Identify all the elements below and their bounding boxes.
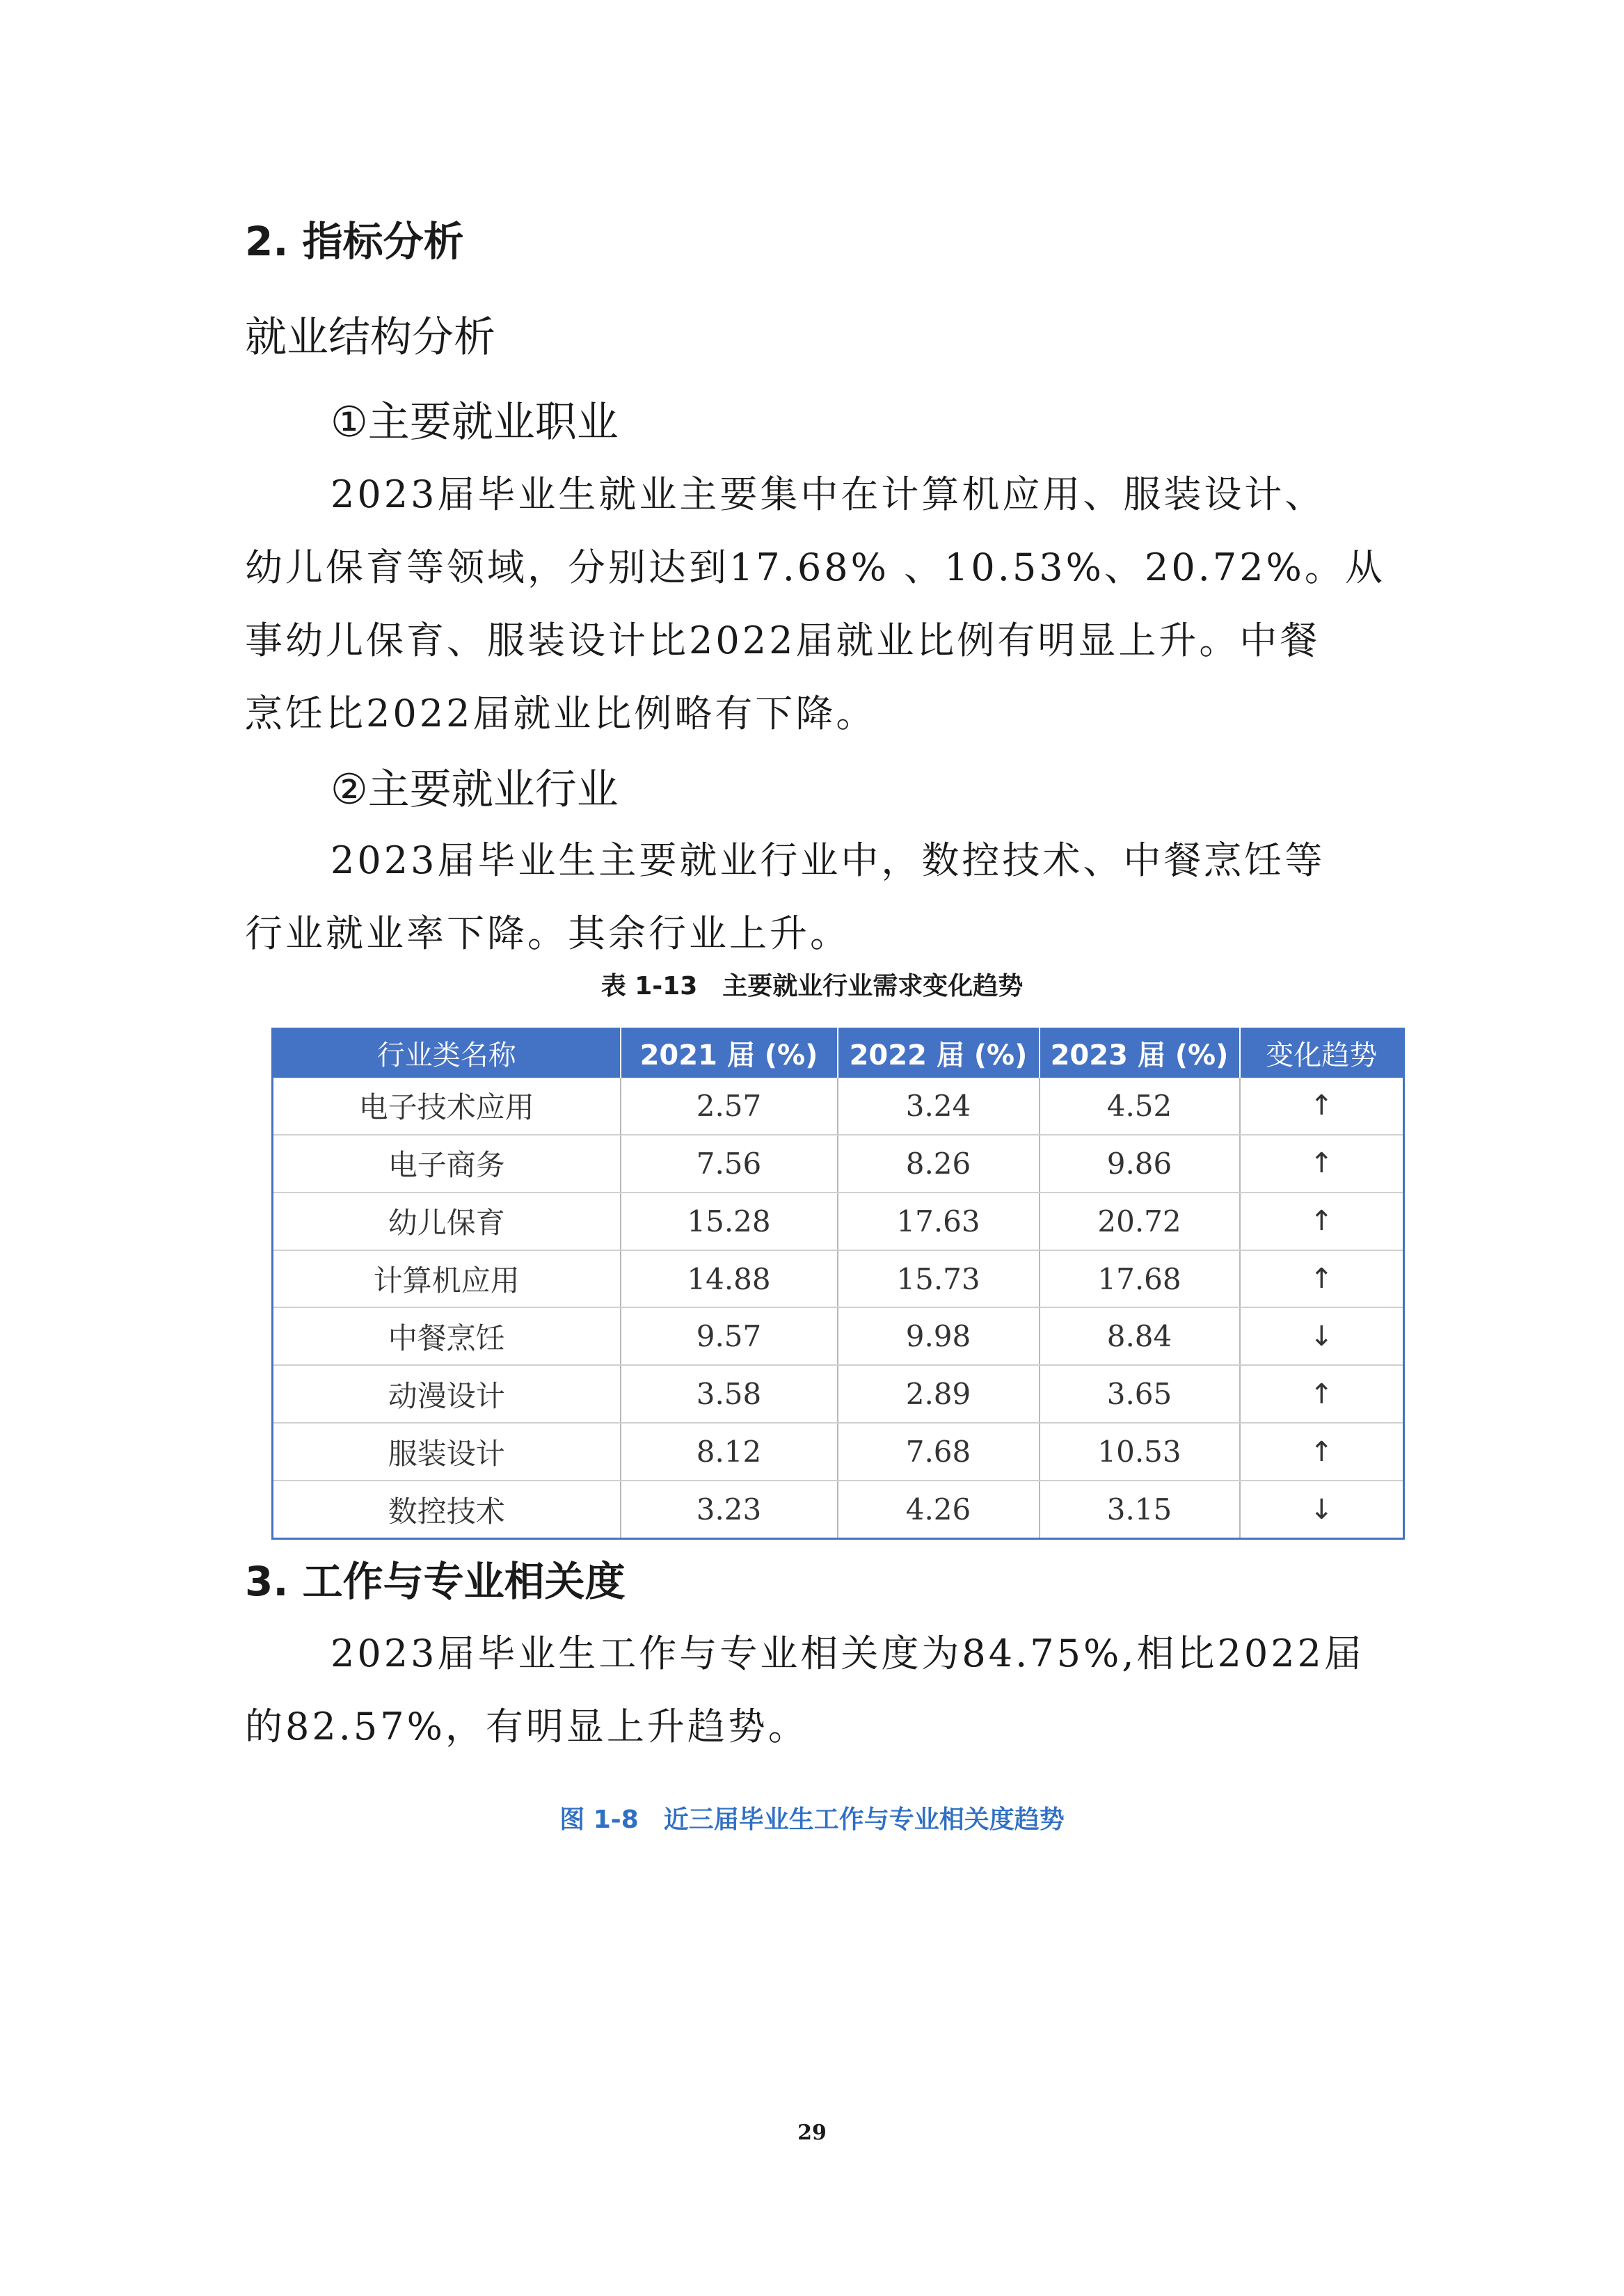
cell-2023: 3.15 xyxy=(1040,1481,1240,1538)
cell-2021: 2.57 xyxy=(621,1078,838,1135)
trend-up-icon: ↑ xyxy=(1240,1250,1404,1308)
cell-2021: 14.88 xyxy=(621,1250,838,1308)
trend-up-icon: ↑ xyxy=(1240,1135,1404,1193)
header-trend: 变化趋势 xyxy=(1240,1028,1404,1078)
section-heading-job-major-relevance: 3. 工作与专业相关度 xyxy=(245,1558,626,1605)
cell-industry: 服装设计 xyxy=(273,1423,621,1481)
paragraph-line: 幼儿保育等领域，分别达到17.68% 、10.53%、20.72%。从 xyxy=(245,545,1385,589)
subheading-main-industry: ②主要就业行业 xyxy=(331,765,619,814)
trend-down-icon: ↓ xyxy=(1240,1307,1404,1365)
header-2021: 2021 届 (%) xyxy=(621,1028,838,1078)
paragraph-line: 的82.57%，有明显上升趋势。 xyxy=(245,1705,809,1748)
cell-2022: 8.26 xyxy=(838,1135,1040,1193)
cell-industry: 数控技术 xyxy=(273,1481,621,1538)
cell-2021: 3.58 xyxy=(621,1365,838,1423)
cell-2022: 15.73 xyxy=(838,1250,1040,1308)
trend-up-icon: ↑ xyxy=(1240,1365,1404,1423)
table-row xyxy=(273,1423,1404,1481)
trend-up-icon: ↑ xyxy=(1240,1193,1404,1250)
header-2023: 2023 届 (%) xyxy=(1040,1028,1240,1078)
cell-2023: 8.84 xyxy=(1040,1307,1240,1365)
table-row xyxy=(273,1078,1404,1135)
paragraph-line: 烹饪比2022届就业比例略有下降。 xyxy=(245,692,877,735)
cell-industry: 动漫设计 xyxy=(273,1365,621,1423)
industry-demand-table xyxy=(271,1028,1405,1540)
cell-industry: 幼儿保育 xyxy=(273,1193,621,1250)
table-row xyxy=(273,1193,1404,1250)
cell-2023: 17.68 xyxy=(1040,1250,1240,1308)
table-row xyxy=(273,1307,1404,1365)
subheading-main-occupation: ①主要就业职业 xyxy=(331,398,619,447)
paragraph-line: 2023届毕业生主要就业行业中，数控技术、中餐烹饪等 xyxy=(331,838,1326,882)
cell-industry: 电子商务 xyxy=(273,1135,621,1193)
cell-2021: 15.28 xyxy=(621,1193,838,1250)
cell-2022: 2.89 xyxy=(838,1365,1040,1423)
cell-industry: 中餐烹饪 xyxy=(273,1307,621,1365)
cell-industry: 电子技术应用 xyxy=(273,1078,621,1135)
cell-2023: 9.86 xyxy=(1040,1135,1240,1193)
cell-2022: 4.26 xyxy=(838,1481,1040,1538)
paragraph-line: 事幼儿保育、服装设计比2022届就业比例有明显上升。中餐 xyxy=(245,619,1321,662)
figure-caption: 图 1-8 近三届毕业生工作与专业相关度趋势 xyxy=(559,1805,1065,1834)
table-row xyxy=(273,1481,1404,1538)
trend-up-icon: ↑ xyxy=(1240,1423,1404,1481)
cell-2022: 7.68 xyxy=(838,1423,1040,1481)
header-2022: 2022 届 (%) xyxy=(838,1028,1040,1078)
table-row xyxy=(273,1250,1404,1308)
cell-2023: 4.52 xyxy=(1040,1078,1240,1135)
header-industry-name: 行业类名称 xyxy=(273,1028,621,1078)
table-row xyxy=(273,1135,1404,1193)
table-header-row xyxy=(273,1028,1404,1078)
section-heading-indicator-analysis: 2. 指标分析 xyxy=(245,218,464,265)
paragraph-line: 行业就业率下降。其余行业上升。 xyxy=(245,911,850,955)
cell-industry: 计算机应用 xyxy=(273,1250,621,1308)
cell-2022: 3.24 xyxy=(838,1078,1040,1135)
cell-2021: 7.56 xyxy=(621,1135,838,1193)
page-number: 29 xyxy=(797,2121,827,2145)
cell-2023: 20.72 xyxy=(1040,1193,1240,1250)
paragraph-line: 2023届毕业生工作与专业相关度为84.75%,相比2022届 xyxy=(331,1632,1364,1675)
trend-up-icon: ↑ xyxy=(1240,1078,1404,1135)
table-caption: 表 1-13 主要就业行业需求变化趋势 xyxy=(600,972,1024,1000)
cell-2022: 17.63 xyxy=(838,1193,1040,1250)
paragraph-line: 2023届毕业生就业主要集中在计算机应用、服装设计、 xyxy=(331,472,1326,516)
cell-2021: 8.12 xyxy=(621,1423,838,1481)
cell-2023: 10.53 xyxy=(1040,1423,1240,1481)
cell-2023: 3.65 xyxy=(1040,1365,1240,1423)
trend-down-icon: ↓ xyxy=(1240,1481,1404,1538)
section-heading-employment-structure: 就业结构分析 xyxy=(245,313,495,362)
cell-2022: 9.98 xyxy=(838,1307,1040,1365)
cell-2021: 9.57 xyxy=(621,1307,838,1365)
cell-2021: 3.23 xyxy=(621,1481,838,1538)
table-row xyxy=(273,1365,1404,1423)
